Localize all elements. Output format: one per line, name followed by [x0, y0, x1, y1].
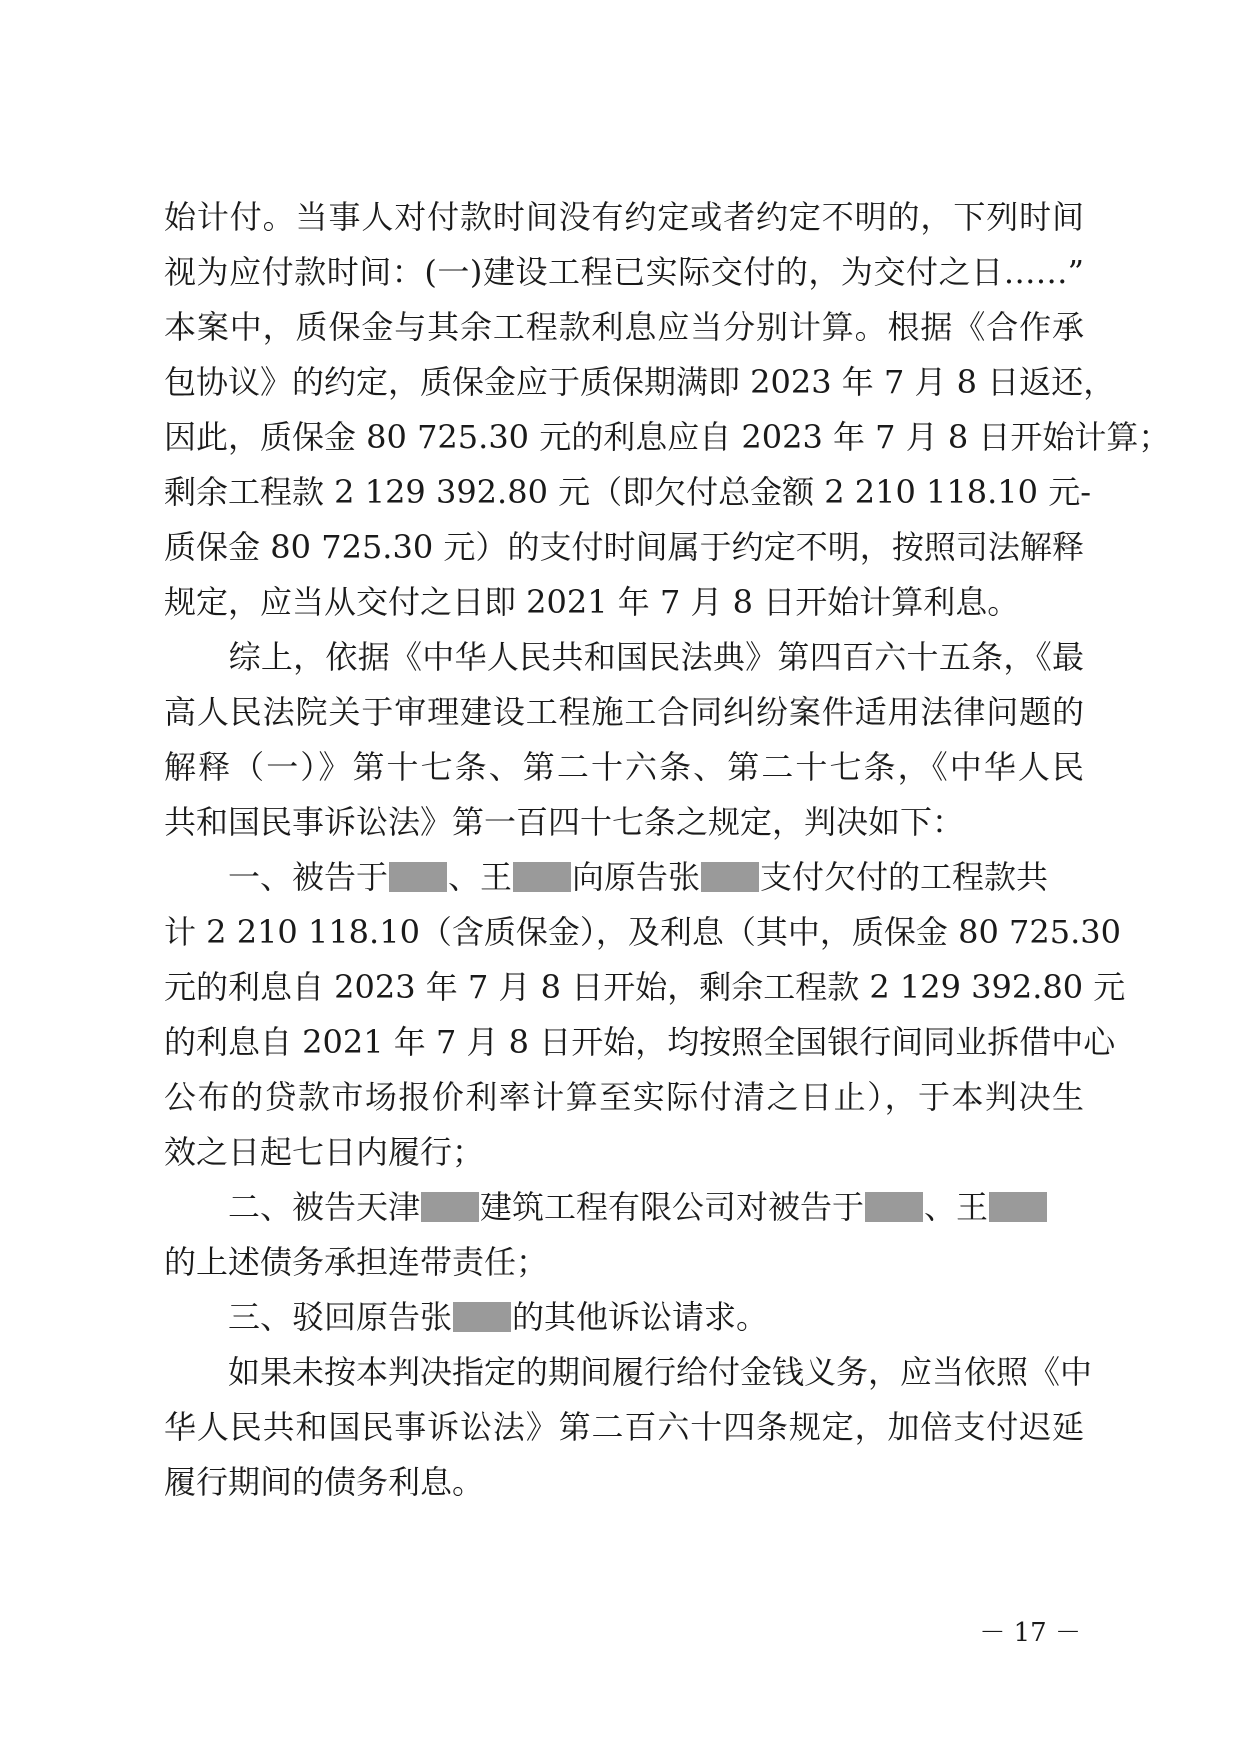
text-line: 综上，依据《中华人民共和国民法典》第四百六十五条，《最	[164, 638, 1084, 676]
text-line: 华人民共和国民事诉讼法》第二百六十四条规定，加倍支付迟延	[164, 1408, 1084, 1446]
text-segment: 、王	[448, 858, 513, 896]
text-line: 始计付。当事人对付款时间没有约定或者约定不明的，下列时间	[164, 198, 1084, 236]
text-line: 规定，应当从交付之日即 2021 年 7 月 8 日开始计算利息。	[164, 583, 1020, 621]
text-line: 效之日起七日内履行；	[164, 1133, 485, 1171]
judgment-item-2-first-line	[164, 1180, 1084, 1235]
redaction-block	[989, 1192, 1047, 1222]
text-line: 包协议》的约定，质保金应于质保期满即 2023 年 7 月 8 日返还，	[164, 363, 1116, 401]
text-line: 履行期间的债务利息。	[164, 1463, 485, 1501]
text-line: 质保金 80 725.30 元）的支付时间属于约定不明，按照司法解释	[164, 528, 1084, 566]
text-line: 如果未按本判决指定的期间履行给付金钱义务，应当依照《中	[164, 1353, 1093, 1391]
text-segment: 向原告张	[572, 858, 701, 896]
text-line: 共和国民事诉讼法》第一百四十七条之规定，判决如下：	[164, 803, 965, 841]
text-line: 的利息自 2021 年 7 月 8 日开始，均按照全国银行间同业拆借中心	[164, 1023, 1116, 1061]
page-number: － 17 －	[979, 1618, 1081, 1648]
text-line: 剩余工程款 2 129 392.80 元（即欠付总金额 2 210 118.10 元-	[164, 473, 1092, 511]
text-line: 本案中，质保金与其余工程款利息应当分别计算。根据《合作承	[164, 308, 1084, 346]
text-line: 解释（一）》第十七条、第二十六条、第二十七条，《中华人民	[164, 748, 1084, 786]
text-segment: 二、被告天津	[164, 1188, 421, 1226]
text-line: 计 2 210 118.10（含质保金），及利息（其中，质保金 80 725.30	[164, 913, 1121, 951]
redaction-block	[701, 862, 759, 892]
text-line: 高人民法院关于审理建设工程施工合同纠纷案件适用法律问题的	[164, 693, 1084, 731]
text-line: 元的利息自 2023 年 7 月 8 日开始，剩余工程款 2 129 392.80 元	[164, 968, 1126, 1006]
redaction-block	[421, 1192, 479, 1222]
text-segment: 的其他诉讼请求。	[512, 1298, 769, 1336]
redaction-block	[453, 1302, 511, 1332]
text-segment: 三、驳回原告张	[164, 1298, 453, 1336]
body-text	[164, 190, 1171, 1510]
text-segment: 、王	[924, 1188, 989, 1226]
judgment-item-1-first-line	[164, 850, 1084, 905]
text-segment: 一、被告于	[164, 858, 389, 896]
text-line: 视为应付款时间：(一)建设工程已实际交付的，为交付之日……”	[164, 253, 1084, 291]
judgment-item-3	[164, 1290, 1084, 1345]
redaction-block	[389, 862, 447, 892]
redaction-block	[865, 1192, 923, 1222]
text-segment: 支付欠付的工程款共	[760, 858, 1049, 896]
text-segment: 建筑工程有限公司对被告于	[480, 1188, 865, 1226]
text-line: 因此，质保金 80 725.30 元的利息应自 2023 年 7 月 8 日开始计算；	[164, 418, 1171, 456]
text-line: 的上述债务承担连带责任；	[164, 1243, 549, 1281]
text-line: 公布的贷款市场报价利率计算至实际付清之日止），于本判决生	[164, 1078, 1084, 1116]
redaction-block	[513, 862, 571, 892]
